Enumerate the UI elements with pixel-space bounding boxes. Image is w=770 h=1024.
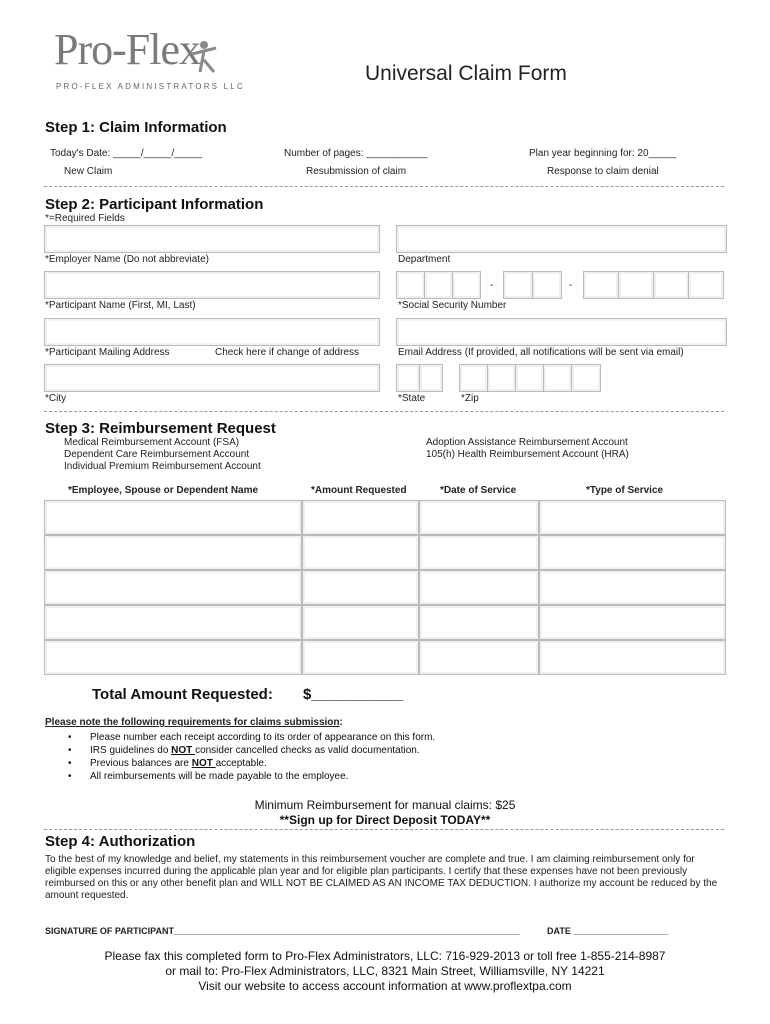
date-cell[interactable] [419,535,539,570]
total-amount-field[interactable]: $___________ [303,686,404,703]
todays-date-field[interactable]: Today's Date: _____/_____/_____ [50,148,203,159]
form-title: Universal Claim Form [365,62,567,85]
pages-field[interactable]: Number of pages: ___________ [284,148,428,159]
footer-fax: Please fax this completed form to Pro-Flex Administrators, LLC: 716-929-2013 or toll free 1-855-214-8987 [104,949,666,963]
plan-year-field[interactable]: Plan year beginning for: 20_____ [529,148,677,159]
logo-figure-icon [190,40,218,74]
divider [44,186,724,187]
ssn-dash-2: - [569,280,573,291]
divider [44,411,724,412]
requirement-emphasis: NOT [171,745,196,756]
adoption-option[interactable]: Adoption Assistance Reimbursement Account [426,437,628,448]
total-label: Total Amount Requested: [92,686,273,703]
date-cell[interactable] [419,570,539,605]
type-cell[interactable] [539,500,726,535]
requirement-text: Please number each receipt according to its order of appearance on this form. [90,732,436,743]
step4-title: Step 4: Authorization [45,833,196,850]
amount-cell[interactable] [302,640,419,675]
city-label: *City [45,393,67,404]
signature-line[interactable]: SIGNATURE OF PARTICIPANT_____________________________________________________________________ [45,926,520,936]
email-label: Email Address (If provided, all notifications will be sent via email) [398,347,684,358]
mailing-address-label: *Participant Mailing Address [45,347,170,358]
logo: Pro-Flex [54,25,200,74]
employer-input[interactable] [44,225,380,253]
requirement-emphasis: NOT [191,758,216,769]
requirements-heading-text: Please note the following requirements for claims submission [45,717,340,728]
col-header-date: *Date of Service [440,485,517,496]
participant-name-input[interactable] [44,271,380,299]
divider [44,829,724,830]
requirements-heading [45,717,343,728]
required-note: *=Required Fields [45,213,125,224]
list-item [64,744,664,757]
requirements-colon: : [339,717,343,728]
list-item [64,770,664,783]
dependent-care-option[interactable]: Dependent Care Reimbursement Account [64,449,250,460]
step2-title: Step 2: Participant Information [45,196,264,213]
name-cell[interactable] [44,500,302,535]
amount-cell[interactable] [302,535,419,570]
zip-label: *Zip [461,393,479,404]
step3-title: Step 3: Reimbursement Request [45,420,276,437]
footer-mail: or mail to: Pro-Flex Administrators, LLC, 8321 Main Street, Williamsville, NY 14221 [165,964,605,978]
requirement-text: acceptable. [215,758,267,769]
requirement-text: consider cancelled checks as valid documentation. [195,745,420,756]
participant-name-label: *Participant Name (First, MI, Last) [45,300,196,311]
date-cell[interactable] [419,500,539,535]
col-header-type: *Type of Service [586,485,664,496]
requirement-text: Previous balances are [90,758,192,769]
col-header-name: *Employee, Spouse or Dependent Name [68,485,259,496]
premium-option[interactable]: Individual Premium Reimbursement Account [64,461,261,472]
department-input[interactable] [396,225,727,253]
requirement-text: All reimbursements will be made payable to the employee. [90,771,349,782]
type-cell[interactable] [539,605,726,640]
change-address-checkbox[interactable]: Check here if change of address [215,347,359,358]
name-cell[interactable] [44,570,302,605]
minimum-reimbursement: Minimum Reimbursement for manual claims: $25 [254,798,516,812]
date-cell[interactable] [419,605,539,640]
type-cell[interactable] [539,570,726,605]
state-label: *State [398,393,426,404]
direct-deposit-note: **Sign up for Direct Deposit TODAY** [279,813,491,827]
requirement-text: IRS guidelines do [90,745,172,756]
logo-subtitle: PRO-FLEX ADMINISTRATORS LLC [56,82,245,91]
resubmission-option[interactable]: Resubmission of claim [306,166,407,177]
amount-cell[interactable] [302,605,419,640]
ssn-dash-1: - [490,280,494,291]
name-cell[interactable] [44,535,302,570]
footer-website: Visit our website to access account information at www.proflextpa.com [198,979,572,993]
step1-title: Step 1: Claim Information [45,119,227,136]
mailing-address-input[interactable] [44,318,380,346]
date-cell[interactable] [419,640,539,675]
email-input[interactable] [396,318,727,346]
authorization-text: To the best of my knowledge and belief, my statements in this reimbursement voucher are complete and true. I am claiming reimbursement only for eligible expenses incurred during the applicable plan year and for eligible plan participants. I certify that these expenses have not been previously reimbursed on this or any other benefit plan and WILL NOT BE CLAIMED AS AN INCOME TAX DEDUCTION. I authorize my account be reduced by the amount requested. [45,854,718,901]
list-item [64,757,664,770]
amount-cell[interactable] [302,570,419,605]
amount-cell[interactable] [302,500,419,535]
employer-label: *Employer Name (Do not abbreviate) [45,254,209,265]
name-cell[interactable] [44,640,302,675]
col-header-amount: *Amount Requested [311,485,407,496]
requirements-list [64,731,664,783]
new-claim-option[interactable]: New Claim [64,166,113,177]
hra-option[interactable]: 105(h) Health Reimbursement Account (HRA) [426,449,629,460]
list-item [64,731,664,744]
ssn-label: *Social Security Number [398,300,507,311]
fsa-option[interactable]: Medical Reimbursement Account (FSA) [64,437,240,448]
response-denial-option[interactable]: Response to claim denial [547,166,659,177]
name-cell[interactable] [44,605,302,640]
type-cell[interactable] [539,535,726,570]
type-cell[interactable] [539,640,726,675]
department-label: Department [398,254,451,265]
date-line[interactable]: DATE ___________________ [547,926,669,936]
city-input[interactable] [44,364,380,392]
